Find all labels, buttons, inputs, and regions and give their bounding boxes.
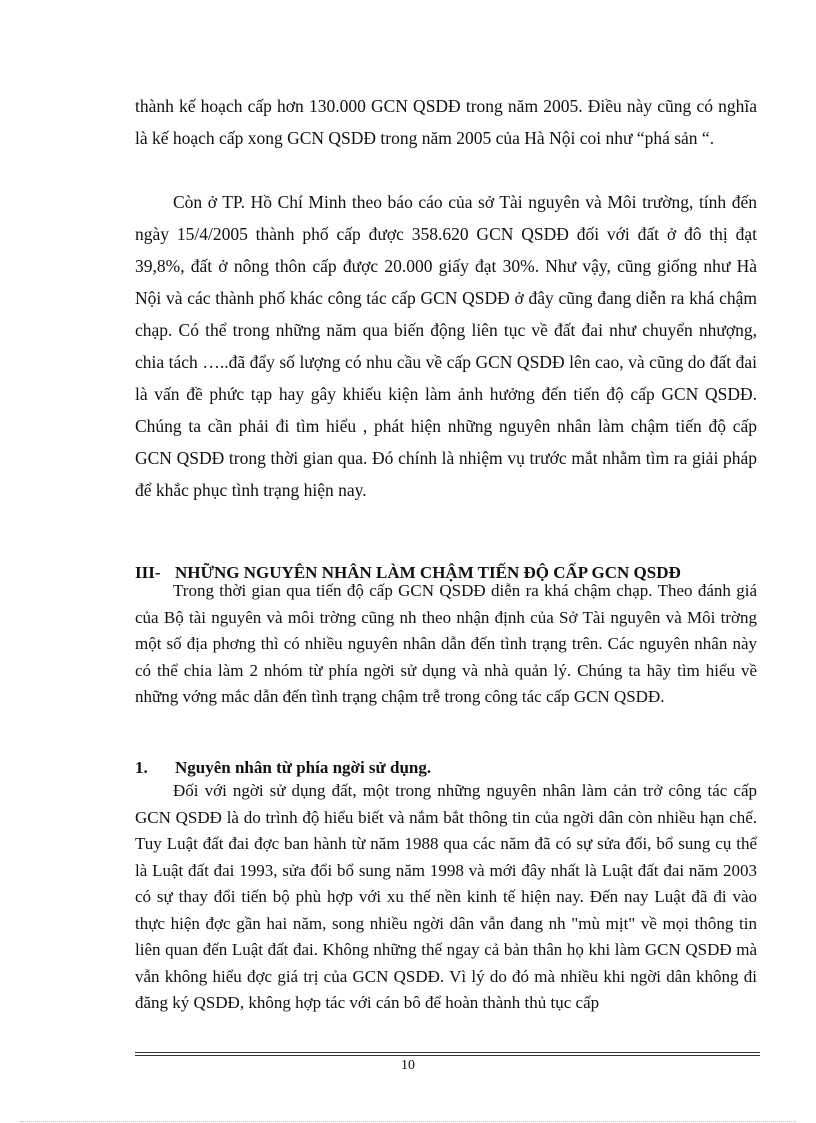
paragraph-hcmc-report	[135, 186, 757, 506]
subheading	[135, 757, 775, 779]
section-paragraph	[135, 578, 757, 711]
section-number: III-	[135, 563, 161, 582]
paragraph-continuation: thành kế hoạch cấp hơn 130.000 GCN QSDĐ trong năm 2005. Điều này cũng có nghĩa là kế hoạch cấp xong GCN QSDĐ trong năm 2005 của Hà Nội coi như “phá sản “.	[135, 96, 757, 148]
footer-rule-top	[135, 1052, 760, 1053]
sub-paragraph-text: Đối với ngời sử dụng đất, một trong những nguyên nhân làm cản trở công tác cấp GCN QSDĐ là do trình độ hiểu biết và nắm bắt thông tin của ngời dân còn nhiều hạn chế. Tuy Luật đất đai đợc ban hành từ năm 1988 qua các năm đã có sự sửa đổi, bổ sung cụ thể là Luật đất đai 1993, sửa đổi bổ sung năm 1998 và mới đây nhất là Luật đất đai năm 2003 có sự thay đổi tiến bộ phù hợp với xu thế nền kinh tế hiện nay. Đến nay Luật đã đi vào thực hiện đợc gần hai năm, song nhiều ngời dân vẫn đang nh "mù mịt" về mọi thông tin liên quan đến Luật đất đai. Không những thế ngay cả bản thân họ khi làm GCN QSDĐ mà vẫn không hiểu đợc giá trị của GCN QSDĐ. Vì lý do đó mà nhiều khi ngời dân không đi đăng ký QSDĐ, không hợp tác với cán bô để hoàn thành thủ tục cấp	[135, 781, 757, 1012]
subheading-number: 1.	[135, 758, 148, 777]
subheading-title: Nguyên nhân từ phía ngời sử dụng.	[175, 758, 432, 777]
section-title: NHỮNG NGUYÊN NHÂN LÀM CHẬM TIẾN ĐỘ CẤP GCN QSDĐ	[175, 563, 681, 582]
page-edge-divider	[20, 1121, 796, 1122]
paragraph-hcmc-text: Còn ở TP. Hồ Chí Minh theo báo cáo của sở Tài nguyên và Môi trường, tính đến ngày 15/4/2005 thành phố cấp được 358.620 GCN QSDĐ đối với đất ở đô thị đạt 39,8%, đất ở nông thôn cấp được 20.000 giấy đạt 30%. Như vậy, cũng giống như Hà Nội và các thành phố khác công tác cấp GCN QSDĐ ở đây cũng đang diễn ra khá chậm chạp. Có thể trong những năm qua biến động liên tục về đất đai như chuyển nhượng, chia tách …..đã đẩy số lượng có nhu cầu về cấp GCN QSDĐ lên cao, và cũng do đất đai là vấn đề phức tạp hay gây khiếu kiện làm ảnh hưởng đến tiến độ cấp GCN QSDĐ. Chúng ta cần phải đi tìm hiểu , phát hiện những nguyên nhân làm chậm tiến độ cấp GCN QSDĐ trong thời gian qua. Đó chính là nhiệm vụ trước mắt nhằm tìm ra giải pháp để khắc phục tình trạng hiện nay.	[135, 192, 757, 500]
page-number: 10	[401, 1058, 415, 1073]
section-paragraph-text: Trong thời gian qua tiến độ cấp GCN QSDĐ diễn ra khá chậm chạp. Theo đánh giá của Bộ tài nguyên và môi trờng cũng nh theo nhận định của Sở Tài nguyên và Môi trờng một số địa phơng thì có nhiều nguyên nhân dẫn đến tình trạng trên. Các nguyên nhân này có thể chia làm 2 nhóm từ phía ngời sử dụng và nhà quản lý. Chúng ta hãy tìm hiểu về những vớng mắc dẫn đến tình trạng chậm trễ trong công tác cấp GCN QSDĐ.	[135, 581, 757, 706]
sub-paragraph	[135, 778, 757, 1017]
footer-rule-bottom	[135, 1055, 760, 1056]
